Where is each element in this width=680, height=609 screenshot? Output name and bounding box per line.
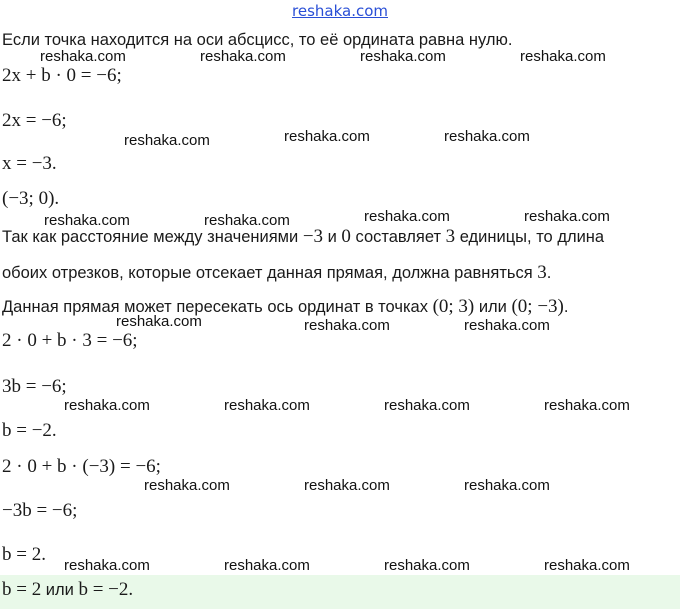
watermark: reshaka.com xyxy=(224,557,310,574)
equation-2: 2x = −6; xyxy=(2,110,67,131)
answer-box xyxy=(0,575,680,609)
point-0-3: (0; 3) xyxy=(432,296,475,317)
text-line-4 xyxy=(2,296,568,318)
watermark: reshaka.com xyxy=(444,128,530,145)
equation-1: 2x + b · 0 = −6; xyxy=(2,65,122,86)
watermark: reshaka.com xyxy=(304,477,390,494)
text-line-4-part-a: Данная прямая может пересекать ось ординат в точках xyxy=(2,298,433,316)
watermark: reshaka.com xyxy=(524,208,610,225)
text-line-4-period: . xyxy=(563,298,569,316)
watermark: reshaka.com xyxy=(364,208,450,225)
watermark: reshaka.com xyxy=(64,397,150,414)
point-coordinates: (−3; 0). xyxy=(2,188,60,209)
text-line-2-part-c: составляет xyxy=(350,228,446,246)
text-line-2-part-a: Так как расстояние между значениями xyxy=(2,228,303,246)
value-3: 3 xyxy=(445,226,456,247)
watermark: reshaka.com xyxy=(464,317,550,334)
answer-or: или xyxy=(41,581,79,599)
equation-5: 3b = −6; xyxy=(2,376,67,397)
watermark: reshaka.com xyxy=(384,397,470,414)
watermark: reshaka.com xyxy=(64,557,150,574)
watermark: reshaka.com xyxy=(116,313,202,330)
answer-b-2: b = 2 xyxy=(2,579,42,600)
point-0-minus-3: (0; −3) xyxy=(511,296,564,317)
equation-3: x = −3. xyxy=(2,153,57,174)
watermark: reshaka.com xyxy=(224,397,310,414)
watermark: reshaka.com xyxy=(200,48,286,65)
watermark: reshaka.com xyxy=(464,477,550,494)
watermark: reshaka.com xyxy=(304,317,390,334)
value-3-length: 3 xyxy=(537,262,547,283)
site-header-link[interactable]: reshaka.com xyxy=(292,2,388,20)
text-line-2-part-b: и xyxy=(323,228,342,246)
watermark: reshaka.com xyxy=(360,48,446,65)
equation-7: 2 · 0 + b · (−3) = −6; xyxy=(2,456,161,477)
text-line-2 xyxy=(2,226,604,248)
watermark: reshaka.com xyxy=(44,212,130,229)
equation-8: −3b = −6; xyxy=(2,500,78,521)
text-line-3-part-a: обоих отрезков, которые отсекает данная прямая, должна равняться xyxy=(2,264,538,282)
watermark: reshaka.com xyxy=(40,48,126,65)
answer-b-minus-2: b = −2. xyxy=(78,579,134,600)
text-line-2-part-d: единицы, то длина xyxy=(455,228,605,246)
watermark: reshaka.com xyxy=(124,132,210,149)
text-line-3-part-c: . xyxy=(546,264,552,282)
answer-line xyxy=(2,579,133,601)
watermark: reshaka.com xyxy=(204,212,290,229)
watermark: reshaka.com xyxy=(544,557,630,574)
watermark: reshaka.com xyxy=(284,128,370,145)
equation-9: b = 2. xyxy=(2,544,46,565)
watermark: reshaka.com xyxy=(144,477,230,494)
value-0: 0 xyxy=(341,226,351,247)
watermark: reshaka.com xyxy=(544,397,630,414)
equation-4: 2 · 0 + b · 3 = −6; xyxy=(2,330,138,351)
watermark: reshaka.com xyxy=(520,48,606,65)
equation-6: b = −2. xyxy=(2,420,57,441)
watermark: reshaka.com xyxy=(384,557,470,574)
text-line-1: Если точка находится на оси абсцисс, то её ордината равна нулю. xyxy=(2,31,513,49)
value-minus-3: −3 xyxy=(302,226,324,247)
text-line-3 xyxy=(2,262,551,284)
text-line-4-or: или xyxy=(474,298,512,316)
